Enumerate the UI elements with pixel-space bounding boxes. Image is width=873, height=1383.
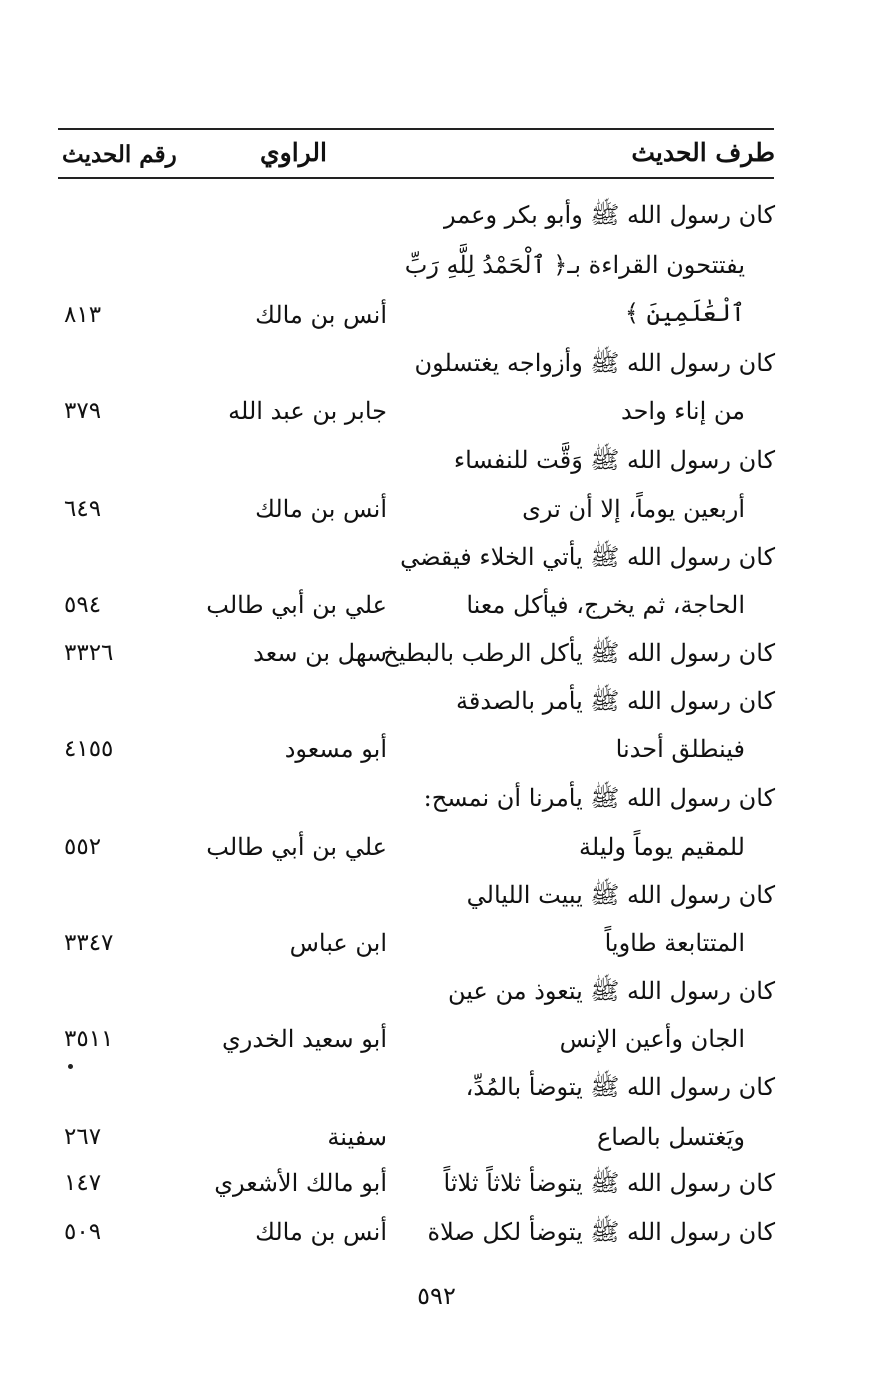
- hadith-number: ٣٣٢٦: [64, 640, 114, 666]
- hadith-line: المتتابعة طاوياً: [604, 929, 745, 957]
- narrator: سفينة: [327, 1123, 387, 1151]
- narrator: أنس بن مالك: [255, 301, 387, 329]
- hadith-number: ٣٧٩: [64, 398, 102, 424]
- header-hadith: طرف الحديث: [631, 138, 775, 167]
- hadith-line: للمقيم يوماً وليلة: [579, 833, 745, 861]
- hadith-line: يفتتحون القراءة بـ﴿ ٱلْحَمْدُ لِلَّهِ رَبِّ: [404, 251, 745, 279]
- top-rule: [58, 128, 774, 130]
- hadith-line: ٱلْعَٰلَمِينَ ﴾: [624, 299, 745, 327]
- hadith-line: كان رسول الله ﷺ وأبو بكر وعمر: [444, 201, 775, 229]
- header-rule: [58, 177, 774, 179]
- hadith-line: كان رسول الله ﷺ يأمر بالصدقة: [456, 687, 775, 715]
- hadith-number: ٥٠٩: [64, 1219, 102, 1245]
- narrator: علي بن أبي طالب: [206, 833, 387, 861]
- header-narrator: الراوي: [260, 138, 327, 167]
- hadith-line: كان رسول الله ﷺ يتوضأ بالمُدِّ،: [465, 1073, 775, 1101]
- hadith-line: ويَغتسل بالصاع: [596, 1123, 745, 1151]
- header-number: رقم الحديث: [62, 141, 177, 168]
- hadith-line: فينطلق أحدنا: [615, 735, 745, 763]
- hadith-number: ٨١٣: [64, 302, 102, 328]
- hadith-line: الحاجة، ثم يخرج، فيأكل معنا: [466, 591, 745, 619]
- narrator: علي بن أبي طالب: [206, 591, 387, 619]
- narrator: سهل بن سعد: [253, 639, 387, 667]
- hadith-line: كان رسول الله ﷺ يتعوذ من عين: [448, 977, 775, 1005]
- hadith-number: ٥٩٤: [64, 592, 102, 618]
- hadith-number: ٣٥١١: [64, 1026, 114, 1052]
- hadith-number: ٦٤٩: [64, 496, 102, 522]
- narrator: جابر بن عبد الله: [228, 397, 387, 425]
- narrator: أبو مسعود: [284, 735, 387, 763]
- hadith-number: ٣٣٤٧: [64, 930, 114, 956]
- narrator: أنس بن مالك: [255, 495, 387, 523]
- hadith-line: الجان وأعين الإنس: [559, 1025, 745, 1053]
- hadith-line: كان رسول الله ﷺ وأزواجه يغتسلون: [414, 349, 775, 377]
- narrator: ابن عباس: [289, 929, 387, 957]
- hadith-line: كان رسول الله ﷺ يأمرنا أن نمسح:: [423, 784, 775, 812]
- narrator: أبو سعيد الخدري: [222, 1025, 387, 1053]
- hadith-line: كان رسول الله ﷺ يأتي الخلاء فيقضي: [400, 543, 775, 571]
- hadith-line: كان رسول الله ﷺ وَقَّت للنفساء: [453, 446, 775, 474]
- narrator: أنس بن مالك: [255, 1218, 387, 1246]
- hadith-number: ٤١٥٥: [64, 736, 114, 762]
- page-number: ٥٩٢: [417, 1282, 456, 1310]
- hadith-line: كان رسول الله ﷺ يأكل الرطب بالبطيخ: [383, 639, 775, 667]
- print-dot: [68, 1064, 73, 1069]
- hadith-number: ١٤٧: [64, 1170, 102, 1196]
- narrator: أبو مالك الأشعري: [214, 1169, 387, 1197]
- hadith-line: من إناء واحد: [620, 397, 745, 425]
- hadith-line: أربعين يوماً، إلا أن ترى: [522, 495, 745, 523]
- hadith-number: ٥٥٢: [64, 834, 102, 860]
- hadith-number: ٢٦٧: [64, 1124, 102, 1150]
- hadith-line: كان رسول الله ﷺ يبيت الليالي: [466, 881, 775, 909]
- hadith-line: كان رسول الله ﷺ يتوضأ لكل صلاة: [427, 1218, 775, 1246]
- hadith-line: كان رسول الله ﷺ يتوضأ ثلاثاً ثلاثاً: [443, 1169, 775, 1197]
